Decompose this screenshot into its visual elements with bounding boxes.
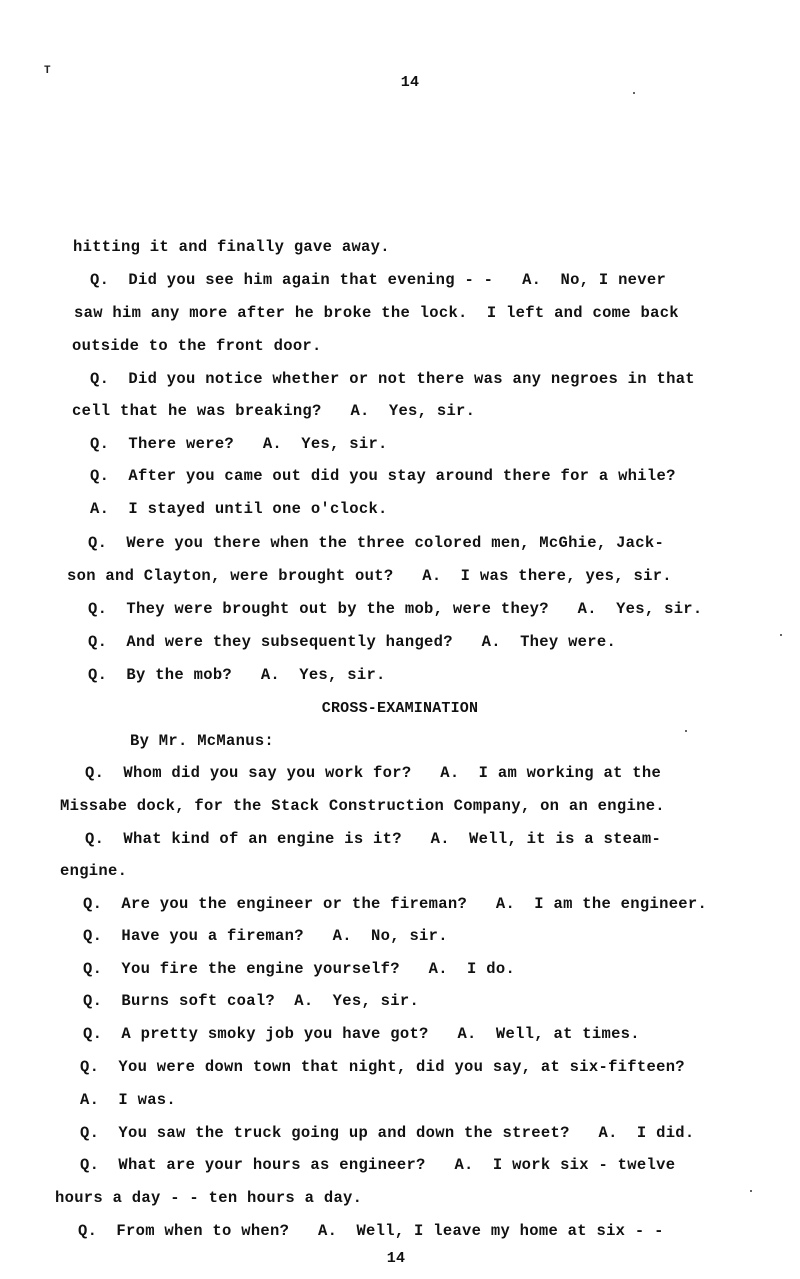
scan-speck [633,92,635,94]
transcript-line: outside to the front door. [72,337,322,355]
transcript-line: hitting it and finally gave away. [73,238,390,256]
transcript-line: Q. From when to when? A. Well, I leave my home at six - - [78,1222,664,1240]
transcript-line: Q. What are your hours as engineer? A. I work six - twelve [80,1156,676,1174]
transcript-line: Q. By the mob? A. Yes, sir. [88,666,386,684]
transcript-line: Q. You fire the engine yourself? A. I do. [83,960,516,978]
transcript-line: Q. Burns soft coal? A. Yes, sir. [83,992,420,1010]
scan-speck [780,634,782,636]
transcript-line: cell that he was breaking? A. Yes, sir. [72,402,476,420]
scan-speck [685,730,687,732]
transcript-line: saw him any more after he broke the lock. I left and come back [74,304,679,322]
page-number-bottom: 14 [386,1250,406,1267]
examiner-label: By Mr. McManus: [130,732,275,750]
transcript-line: Q. And were they subsequently hanged? A. They were. [88,633,617,651]
transcript-line: hours a day - - ten hours a day. [55,1189,363,1207]
page-number-top: 14 [400,74,420,91]
transcript-line: Q. After you came out did you stay around there for a while? [90,467,676,485]
transcript-line: Q. What kind of an engine is it? A. Well, it is a steam- [85,830,662,848]
transcript-line: Q. Did you notice whether or not there was any negroes in that [90,370,695,388]
transcript-line: A. I was. [80,1091,177,1109]
transcript-line: engine. [60,862,128,880]
transcript-line: Missabe dock, for the Stack Construction Company, on an engine. [60,797,665,815]
transcript-line: son and Clayton, were brought out? A. I was there, yes, sir. [67,567,672,585]
transcript-line: Q. A pretty smoky job you have got? A. Well, at times. [83,1025,640,1043]
transcript-line: Q. There were? A. Yes, sir. [90,435,388,453]
transcript-line: Q. Have you a fireman? A. No, sir. [83,927,448,945]
transcript-line: Q. Did you see him again that evening - - A. No, I never [90,271,667,289]
transcript-line: Q. They were brought out by the mob, were they? A. Yes, sir. [88,600,703,618]
transcript-line: Q. Are you the engineer or the fireman? A. I am the engineer. [83,895,708,913]
section-heading: CROSS-EXAMINATION [321,700,479,717]
transcript-line: Q. Whom did you say you work for? A. I am working at the [85,764,662,782]
transcript-line: Q. Were you there when the three colored men, McGhie, Jack- [88,534,665,552]
transcript-line: A. I stayed until one o'clock. [90,500,388,518]
transcript-line: Q. You were down town that night, did you say, at six-fifteen? [80,1058,685,1076]
margin-mark: T [44,65,51,77]
transcript-line: Q. You saw the truck going up and down the street? A. I did. [80,1124,695,1142]
scan-speck [750,1190,752,1192]
